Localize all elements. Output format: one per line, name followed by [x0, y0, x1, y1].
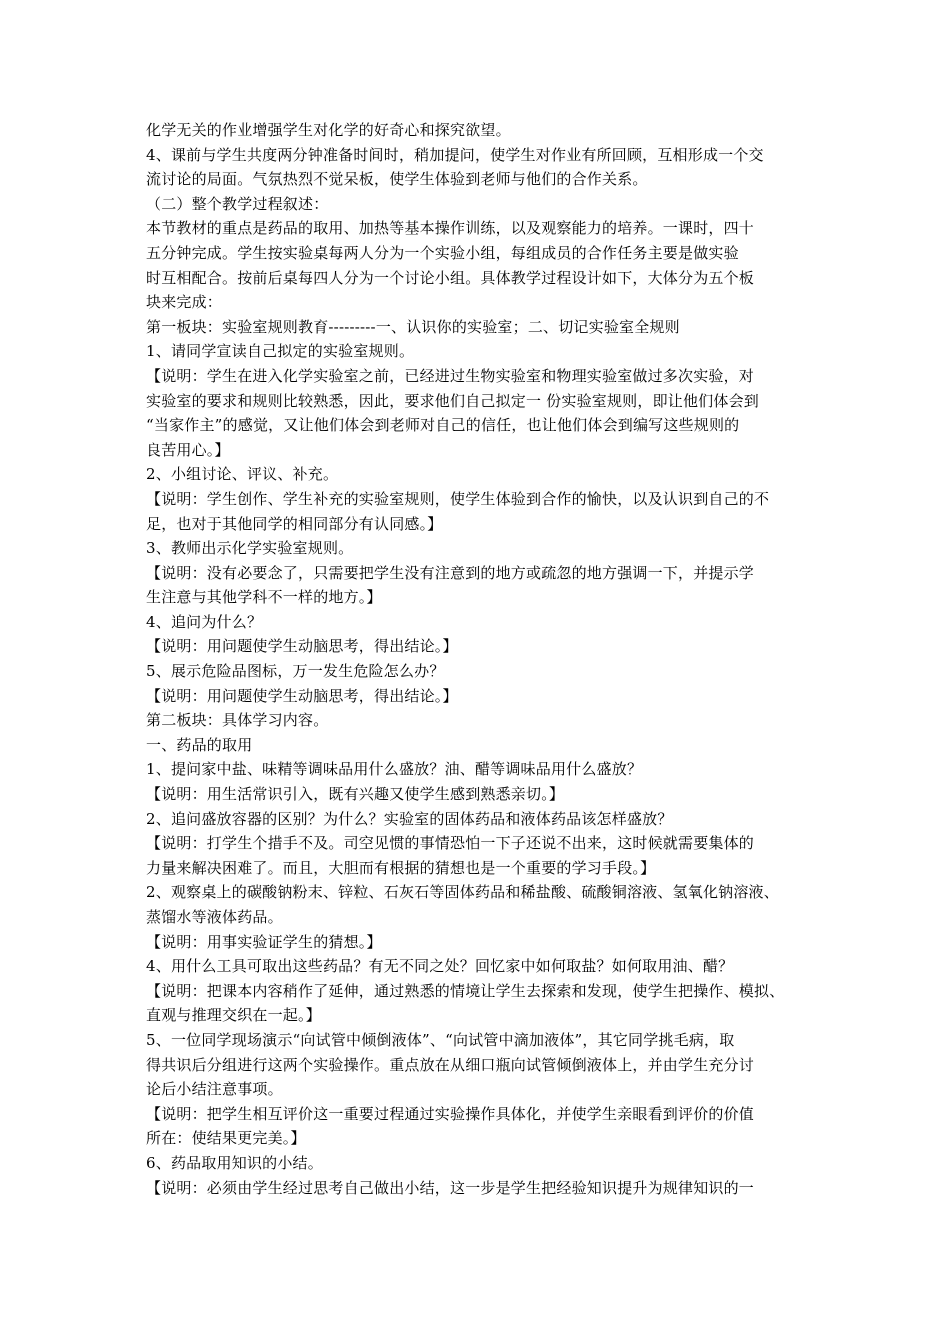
document-body	[146, 118, 812, 1200]
text-line: 力量来解决困难了。而且，大胆而有根据的猜想也是一个重要的学习手段。】	[146, 858, 656, 877]
text-line: 【说明：用问题使学生动脑思考，得出结论。】	[146, 686, 458, 705]
text-line: 4、课前与学生共度两分钟准备时间时，稍加提问，使学生对作业有所回顾，互相形成一个交	[146, 145, 764, 164]
text-line: 4、追问为什么？	[146, 612, 263, 631]
text-line: 【说明：用事实验证学生的猜想。】	[146, 932, 382, 951]
text-line: 蒸馏水等液体药品。	[146, 908, 283, 926]
text-line: 6、药品取用知识的小结。	[146, 1153, 323, 1172]
text-line: 1、提问家中盐、味精等调味品用什么盛放？油、醋等调味品用什么盛放？	[146, 760, 643, 779]
text-line: 时互相配合。按前后桌每四人分为一个讨论小组。具体教学过程设计如下，大体分为五个板	[146, 268, 755, 287]
text-line: 【说明：学生创作、学生补充的实验室规则，使学生体验到合作的愉快，以及认识到自己的不	[146, 489, 770, 508]
text-line: 第二板块：具体学习内容。	[146, 711, 329, 730]
text-line: 【说明：必须由学生经过思考自己做出小结，这一步是学生把经验知识提升为规律知识的一	[146, 1178, 755, 1197]
text-line: 流讨论的局面。气氛热烈不觉呆板，使学生体验到老师与他们的合作关系。	[146, 170, 648, 189]
text-line: 块来完成：	[146, 293, 223, 312]
text-line: 足，也对于其他同学的相同部分有认同感。】	[146, 514, 443, 533]
text-line: 2、追问盛放容器的区别？为什么？实验室的固体药品和液体药品该怎样盛放？	[146, 809, 673, 828]
text-line: 【说明：把课本内容稍作了延伸，通过熟悉的情境让学生去探索和发现，使学生把操作、模拟、	[146, 981, 785, 1000]
text-line: 【说明：打学生个措手不及。司空见惯的事情恐怕一下子还说不出来，这时候就需要集体的	[146, 834, 755, 853]
text-line: 【说明：没有必要念了，只需要把学生没有注意到的地方或疏忽的地方强调一下，并提示学	[146, 563, 755, 582]
text-line: 1、请同学宣读自己拟定的实验室规则。	[146, 342, 415, 361]
text-line: 【说明：用生活常识引入，既有兴趣又使学生感到熟悉亲切。】	[146, 785, 565, 804]
text-line: 化学无关的作业增强学生对化学的好奇心和探究欲望。	[146, 121, 511, 139]
text-line: 【说明：学生在进入化学实验室之前，已经进过生物实验室和物理实验室做过多次实验，对	[146, 366, 755, 385]
text-line: 【说明：把学生相互评价这一重要过程通过实验操作具体化，并使学生亲眼看到评价的价值	[146, 1104, 755, 1123]
text-line: 2、小组讨论、评议、补充。	[146, 465, 339, 484]
text-line: 直观与推理交织在一起。】	[146, 1006, 321, 1025]
text-line: 3、教师出示化学实验室规则。	[146, 539, 354, 558]
text-line: 2、观察桌上的碳酸钠粉末、锌粒、石灰石等固体药品和稀盐酸、硫酸铜溶液、氢氧化钠溶液、	[146, 883, 779, 902]
text-line: 所在：使结果更完美。】	[146, 1129, 306, 1148]
text-line: 第一板块：实验室规则教育---------一、认识你的实验室；二、切记实验室全规则	[146, 317, 680, 336]
text-line: 五分钟完成。学生按实验桌每两人分为一个实验小组，每组成员的合作任务主要是做实验	[146, 243, 739, 262]
text-line: 生注意与其他学科不一样的地方。】	[146, 588, 382, 607]
text-line: （二）整个教学过程叙述：	[146, 194, 329, 213]
text-line: “当家作主”的感觉，又让他们体会到老师对自己的信任，也让他们体会到编写这些规则的	[146, 416, 740, 435]
text-line: 实验室的要求和规则比较熟悉，因此，要求他们自己拟定一 份实验室规则，即让他们体会到	[146, 391, 759, 410]
text-line: 5、展示危险品图标，万一发生危险怎么办？	[146, 662, 445, 681]
text-line: 5、一位同学现场演示“向试管中倾倒液体”、“向试管中滴加液体”，其它同学挑毛病，取	[146, 1030, 735, 1049]
text-line: 本节教材的重点是药品的取用、加热等基本操作训练，以及观察能力的培养。一课时，四十	[146, 219, 755, 238]
text-line: 4、用什么工具可取出这些药品？有无不同之处？回忆家中如何取盐？如何取用油、醋？	[146, 957, 734, 976]
text-line: 论后小结注意事项。	[146, 1080, 283, 1099]
text-line: 得共识后分组进行这两个实验操作。重点放在从细口瓶向试管倾倒液体上，并由学生充分讨	[146, 1055, 755, 1074]
text-line: 良苦用心。】	[146, 440, 230, 459]
text-line: 一、药品的取用	[146, 735, 253, 754]
text-line: 【说明：用问题使学生动脑思考，得出结论。】	[146, 637, 458, 656]
